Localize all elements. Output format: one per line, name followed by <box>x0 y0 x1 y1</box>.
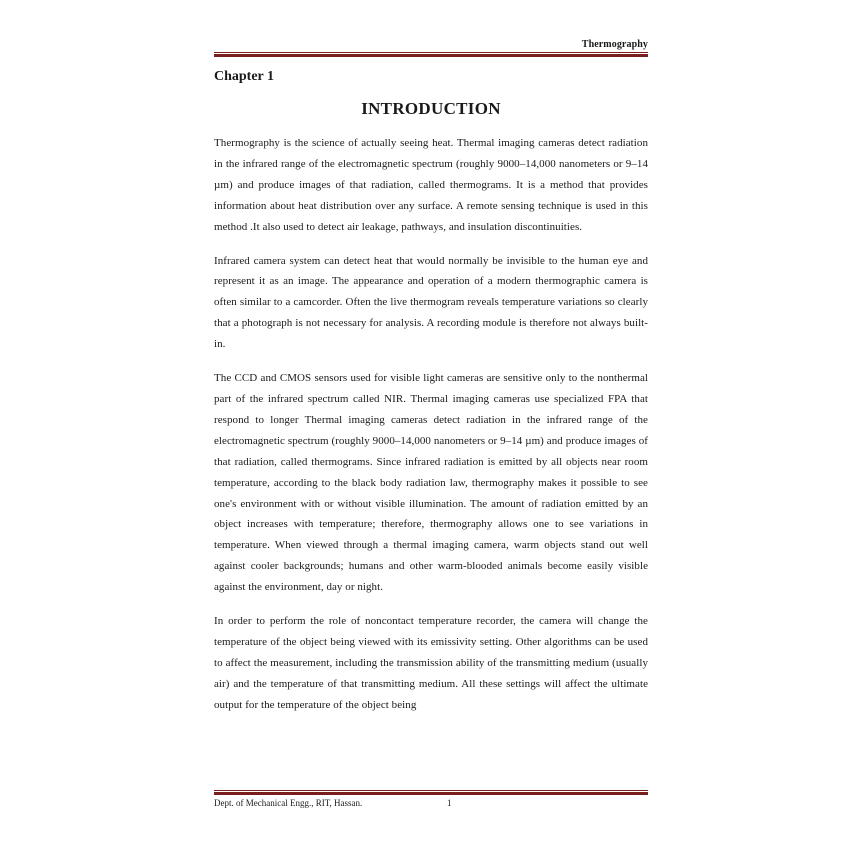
chapter-label: Chapter 1 <box>214 69 275 84</box>
chapter-title: INTRODUCTION <box>361 99 501 118</box>
body-text <box>214 133 648 729</box>
page-number: 1 <box>447 798 452 808</box>
header-rule <box>214 52 648 58</box>
paragraph-4: In order to perform the role of noncontact temperature recorder, the camera will change the temperature of the object being viewed with its emissivity setting. Other algorithms can be used to affect the measurement, including the transmission ability of the transmitting medium (usually air) and the temperature of that transmitting medium. All these settings will affect the ultimate output for the temperature of the object being <box>214 615 648 711</box>
header-rule-thick-line <box>214 54 648 57</box>
running-header-title: Thermography <box>581 39 648 50</box>
paragraph-2: Infrared camera system can detect heat that would normally be invisible to the human eye and represent it as an image. The appearance and operation of a modern thermographic camera is often similar to a camcorder. Often the live thermogram reveals temperature variations so clearly that a photograph is not necessary for analysis. A recording module is therefore not always built-in. <box>214 254 648 351</box>
paragraph-3: The CCD and CMOS sensors used for visible light cameras are sensitive only to the nonthermal part of the infrared spectrum called NIR. Thermal imaging cameras use specialized FPA that respond to longer Thermal imaging cameras detect radiation in the infrared range of the electromagnetic spectrum (roughly 9000–14,000 nanometers or 9–14 µm) and produce images of that radiation, called thermograms. Since infrared radiation is emitted by all objects near room temperature, according to the black body radiation law, thermography makes it possible to see one's environment with or without visible illumination. The amount of radiation emitted by an object increases with temperature; therefore, thermography allows one to see variations in temperature. When viewed through a thermal imaging camera, warm objects stand out well against cooler backgrounds; humans and other warm-blooded animals become easily visible against the environment, day or night. <box>214 372 648 594</box>
footer-rule-thick-line <box>214 792 648 795</box>
header-rule-thin-line <box>214 52 648 53</box>
footer-rule <box>214 790 648 796</box>
paragraph-1: Thermography is the science of actually seeing heat. Thermal imaging cameras detect radiation in the infrared range of the electromagnetic spectrum (roughly 9000–14,000 nanometers or 9–14 µm) and produce images of that radiation, called thermograms. It is a method that provides information about heat distribution over any surface. A remote sensing technique is used in this method .It also used to detect air leakage, pathways, and insulation discontinuities. <box>214 137 648 233</box>
footer-department: Dept. of Mechanical Engg., RIT, Hassan. <box>214 798 363 808</box>
document-page <box>214 0 648 850</box>
footer-rule-thin-line <box>214 790 648 791</box>
